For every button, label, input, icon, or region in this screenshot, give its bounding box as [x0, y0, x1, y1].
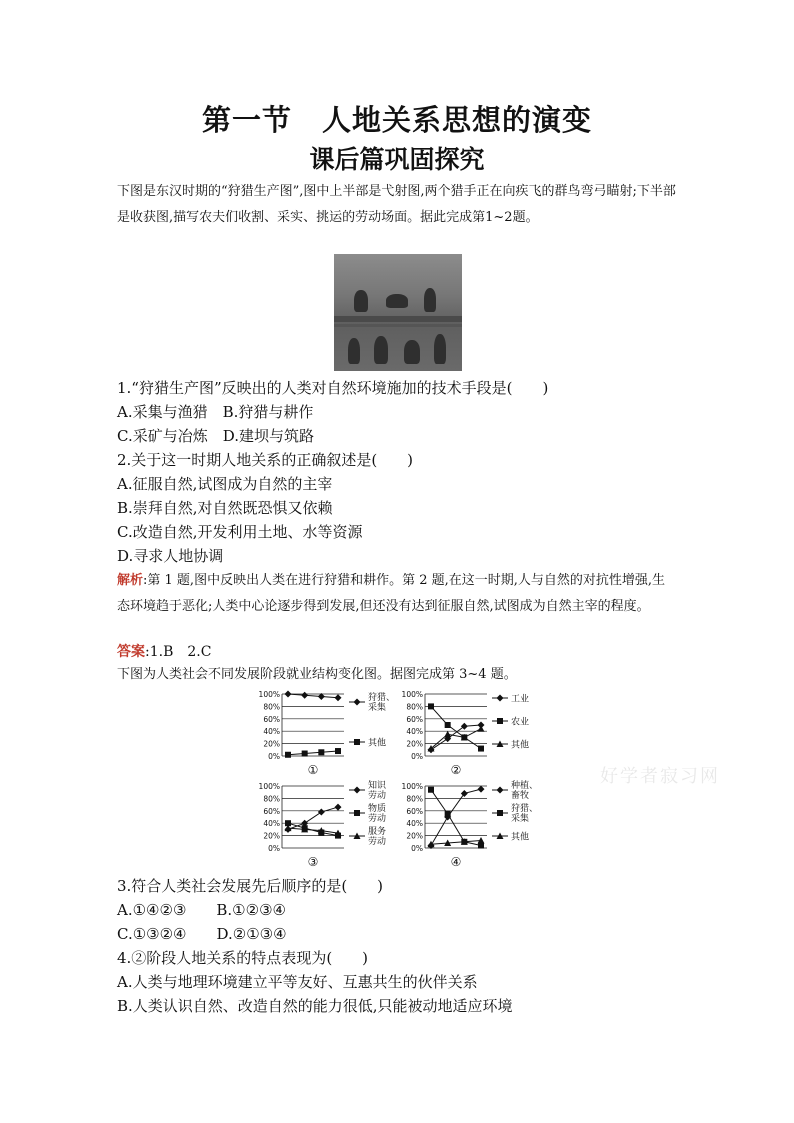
q4-option-a: A.人类与地理环境建立平等友好、互惠共生的伙伴关系 — [117, 973, 478, 991]
data-point — [478, 786, 485, 793]
q3-options-row2: C.①③②④ D.②①③④ — [117, 925, 287, 943]
data-point — [478, 746, 484, 752]
data-point — [461, 790, 468, 797]
chart-3 — [252, 780, 402, 876]
legend-label: 工业 — [511, 694, 530, 705]
series-line — [288, 823, 338, 835]
series-line — [288, 807, 338, 829]
y-tick-label: 80% — [263, 794, 280, 804]
legend-label: 采集 — [511, 814, 530, 824]
y-tick-label: 60% — [406, 806, 423, 816]
data-point — [461, 723, 468, 730]
data-point — [318, 749, 324, 755]
legend-label: 狩猎、 — [511, 804, 539, 814]
data-point — [302, 751, 308, 757]
legend-label: 知识 — [368, 781, 387, 791]
answer-line — [117, 640, 211, 664]
analysis-label: 解析 — [117, 573, 144, 588]
chart-1 — [252, 688, 402, 782]
answer-text: :1.B 2.C — [145, 644, 212, 660]
legend-label: 其他 — [368, 738, 387, 749]
chart-4 — [395, 780, 545, 876]
answer-label: 答案 — [117, 644, 145, 660]
data-point — [335, 804, 342, 811]
legend-label: 其他 — [511, 740, 530, 751]
data-point — [428, 703, 434, 709]
y-tick-label: 100% — [401, 690, 423, 699]
data-point — [285, 691, 292, 698]
y-tick-label: 0% — [411, 752, 423, 761]
chart-number-label: ③ — [307, 855, 319, 869]
data-point — [335, 748, 341, 754]
legend-marker — [497, 718, 503, 724]
y-tick-label: 100% — [258, 782, 280, 791]
data-point — [285, 752, 291, 758]
q1-options-row1: A.采集与渔猎 B.狩猎与耕作 — [117, 403, 314, 421]
legend-label: 其他 — [511, 832, 530, 843]
legend-marker — [497, 787, 504, 794]
hunting-production-relief-image — [334, 254, 462, 371]
legend-label: 劳动 — [368, 837, 387, 847]
legend-label: 农业 — [511, 717, 530, 728]
legend-label: 狩猎、 — [368, 693, 396, 703]
data-point — [428, 787, 434, 793]
series-line — [288, 751, 338, 755]
q1-stem: 1.“狩猎生产图”反映出的人类对自然环境施加的技术手段是( ) — [117, 379, 549, 397]
series-line — [431, 789, 481, 845]
data-point — [318, 809, 325, 816]
analysis-paragraph — [117, 568, 677, 620]
legend-label: 畜牧 — [511, 791, 530, 801]
page-title: 第一节 人地关系思想的演变 — [201, 103, 592, 137]
chart-4-svg — [395, 780, 545, 872]
q2-option-c: C.改造自然,开发利用土地、水等资源 — [117, 523, 363, 541]
chart-2-svg — [395, 688, 545, 778]
chart-1-svg — [252, 688, 402, 778]
q1-options-row2: C.采矿与冶炼 D.建坝与筑路 — [117, 427, 314, 445]
legend-marker — [354, 699, 361, 706]
analysis-text: :第 1 题,图中反映出人类在进行狩猎和耕作。第 2 题,在这一时期,人与自然的对抗性增强,生态环境趋于恶化;人类中心论逐步得到发展,但还没有达到征服自然,试图成为自然主宰的程度。 — [117, 573, 665, 614]
legend-marker — [497, 695, 504, 702]
y-tick-label: 80% — [406, 794, 423, 804]
chart-2 — [395, 688, 545, 782]
watermark-text: 好学者寂习网 — [600, 766, 720, 787]
data-point — [478, 725, 485, 732]
q2-stem: 2.关于这一时期人地关系的正确叙述是( ) — [117, 451, 414, 469]
chart-number-label: ① — [307, 763, 319, 777]
legend-label: 劳动 — [368, 791, 387, 801]
page-subtitle: 课后篇巩固探究 — [309, 145, 485, 174]
y-tick-label: 20% — [406, 739, 423, 749]
y-tick-label: 60% — [406, 714, 423, 724]
intro-paragraph: 下图是东汉时期的“狩猎生产图”,图中上半部是弋射图,两个猎手正在向疾飞的群鸟弯弓瞄射;下半部是收获图,描写农夫们收割、采实、挑运的劳动场面。据此完成第1~2题。 — [117, 184, 676, 225]
y-tick-label: 100% — [258, 690, 280, 699]
y-tick-label: 20% — [263, 831, 280, 841]
data-point — [301, 692, 308, 699]
series-line — [288, 694, 338, 698]
y-tick-label: 100% — [401, 782, 423, 791]
data-point — [445, 722, 451, 728]
q2-option-d: D.寻求人地协调 — [117, 547, 224, 565]
q2-option-b: B.崇拜自然,对自然既恐惧又依赖 — [117, 499, 333, 517]
legend-marker — [354, 787, 361, 794]
y-tick-label: 20% — [406, 831, 423, 841]
y-tick-label: 80% — [406, 702, 423, 712]
data-point — [444, 731, 451, 738]
legend-label: 物质 — [368, 804, 387, 814]
q4-option-b: B.人类认识自然、改造自然的能力很低,只能被动地适应环境 — [117, 997, 513, 1015]
legend-marker — [497, 810, 503, 816]
y-tick-label: 40% — [263, 727, 280, 737]
chart-3-svg — [252, 780, 402, 872]
q4-stem: 4.②阶段人地关系的特点表现为( ) — [117, 949, 369, 967]
y-tick-label: 60% — [263, 714, 280, 724]
y-tick-label: 40% — [406, 727, 423, 737]
legend-label: 种植、 — [511, 781, 539, 791]
q3-stem: 3.符合人类社会发展先后顺序的是( ) — [117, 877, 384, 895]
y-tick-label: 20% — [263, 739, 280, 749]
series-line — [431, 725, 481, 750]
data-point — [445, 811, 451, 817]
legend-label: 服务 — [368, 827, 387, 837]
chart-number-label: ④ — [450, 855, 462, 869]
y-tick-label: 60% — [263, 806, 280, 816]
chart-number-label: ② — [450, 763, 462, 777]
intro2-paragraph: 下图为人类社会不同发展阶段就业结构变化图。据图完成第 3~4 题。 — [117, 667, 517, 682]
legend-label: 采集 — [368, 703, 387, 713]
y-tick-label: 0% — [411, 844, 423, 853]
q2-option-a: A.征服自然,试图成为自然的主宰 — [117, 475, 333, 493]
y-tick-label: 0% — [268, 752, 280, 761]
legend-marker — [354, 810, 360, 816]
data-point — [335, 694, 342, 701]
legend-marker — [354, 739, 360, 745]
q3-options-row1: A.①④②③ B.①②③④ — [117, 901, 286, 919]
y-tick-label: 0% — [268, 844, 280, 853]
y-tick-label: 40% — [263, 819, 280, 829]
y-tick-label: 80% — [263, 702, 280, 712]
y-tick-label: 40% — [406, 819, 423, 829]
legend-label: 劳动 — [368, 814, 387, 824]
